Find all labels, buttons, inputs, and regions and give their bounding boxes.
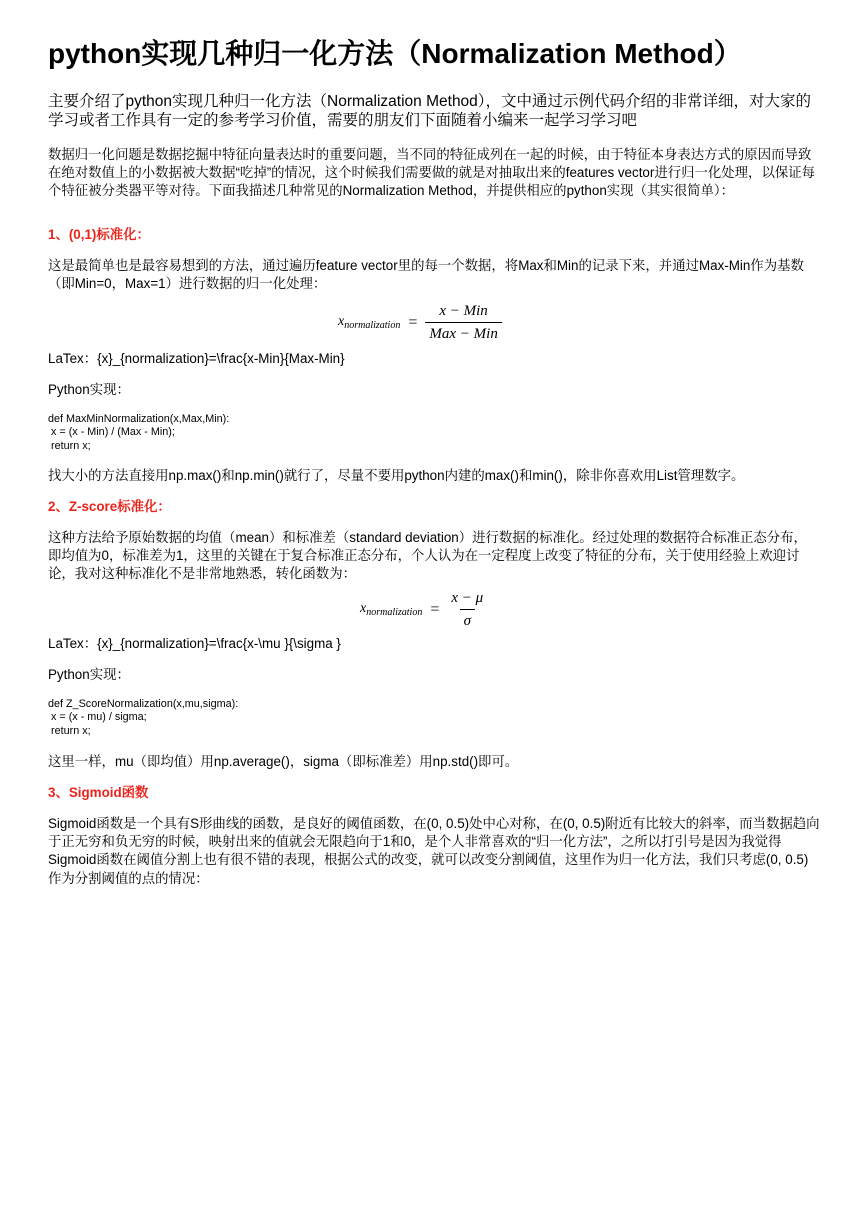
minmax-formula — [338, 302, 502, 343]
formula-fraction — [425, 302, 501, 343]
formula-denominator: σ — [460, 609, 475, 630]
zscore-note: 这里一样，mu（即均值）用np.average()，sigma（即标准差）用np.std()即可。 — [48, 754, 519, 769]
formula-lhs: $x_{normalization}$ — [338, 314, 401, 331]
section-heading-minmax: 1、(0,1)标准化： — [48, 227, 150, 242]
zscore-python-label: Python实现： — [48, 667, 130, 682]
minmax-description: 这是最简单也是最容易想到的方法，通过遍历feature vector里的每一个数据，将Max和Min的记录下来，并通过Max-Min作为基数（即Min=0，Max=1）进行数据的归一化处理： — [48, 258, 804, 292]
article-summary: 主要介绍了python实现几种归一化方法（Normalization Method），文中通过示例代码介绍的非常详细，对大家的学习或者工作具有一定的参考学习价值，需要的朋友们下面随着小编来一起学习学习吧 — [48, 93, 812, 129]
formula-lhs: $x_{normalization}$ — [360, 601, 423, 618]
formula-numerator: x − μ — [451, 590, 484, 606]
section-heading-sigmoid: 3、Sigmoid函数 — [48, 785, 149, 800]
minmax-python-label: Python实现： — [48, 382, 130, 397]
zscore-description: 这种方法给予原始数据的均值（mean）和标准差（standard deviation）进行数据的标准化。经过处理的数据符合标准正态分布，即均值为0，标准差为1，这里的关键在于复合标准正态分布，个人认为在一定程度上改变了特征的分布，关于使用经验上欢迎讨论，我对这种标准化不是非常地熟悉，转化函数为： — [48, 530, 807, 582]
minmax-note: 找大小的方法直接用np.max()和np.min()就行了，尽量不要用python内建的max()和min()，除非你喜欢用List管理数字。 — [48, 468, 745, 483]
formula-numerator: x − Min — [439, 303, 488, 319]
formula-fraction — [447, 589, 487, 630]
zscore-code-block: def Z_ScoreNormalization(x,mu,sigma): x = (x - mu) / sigma; return x; — [48, 698, 239, 737]
minmax-code-block: def MaxMinNormalization(x,Max,Min): x = (x - Min) / (Max - Min); return x; — [48, 413, 230, 452]
minmax-latex: LaTex：{x}_{normalization}=\frac{x-Min}{Max-Min} — [48, 351, 345, 366]
zscore-latex: LaTex：{x}_{normalization}=\frac{x-\mu }{\sigma } — [48, 636, 341, 651]
intro-paragraph: 数据归一化问题是数据挖掘中特征向量表达时的重要问题，当不同的特征成列在一起的时候，由于特征本身表达方式的原因而导致在绝对数值上的小数据被大数据“吃掉”的情况，这个时候我们需要做的就是对抽取出来的features vector进行归一化处理，以保证每个特征被分类器平等对待。下面我描述几种常见的Normalization Method，并提供相应的python实现（其实很简单）： — [48, 147, 816, 199]
section-heading-zscore: 2、Z-score标准化： — [48, 499, 171, 514]
formula-equals: = — [430, 600, 440, 618]
page-title: python实现几种归一化方法（Normalization Method） — [48, 38, 742, 69]
formula-equals: = — [408, 313, 418, 331]
formula-denominator: Max − Min — [425, 322, 501, 343]
sigmoid-description: Sigmoid函数是一个具有S形曲线的函数，是良好的阈值函数，在(0, 0.5)处中心对称，在(0, 0.5)附近有比较大的斜率，而当数据趋向于正无穷和负无穷的时候，映射出来的值就会无限趋向于1和0，是个人非常喜欢的“归一化方法”，之所以打引号是因为我觉得Sigmoid函数在阈值分割上也有很不错的表现，根据公式的改变，就可以改变分割阈值，这里作为归一化方法，我们只考虑(0, 0.5)作为分割阈值的点的情况： — [48, 816, 820, 886]
zscore-formula — [360, 589, 487, 630]
